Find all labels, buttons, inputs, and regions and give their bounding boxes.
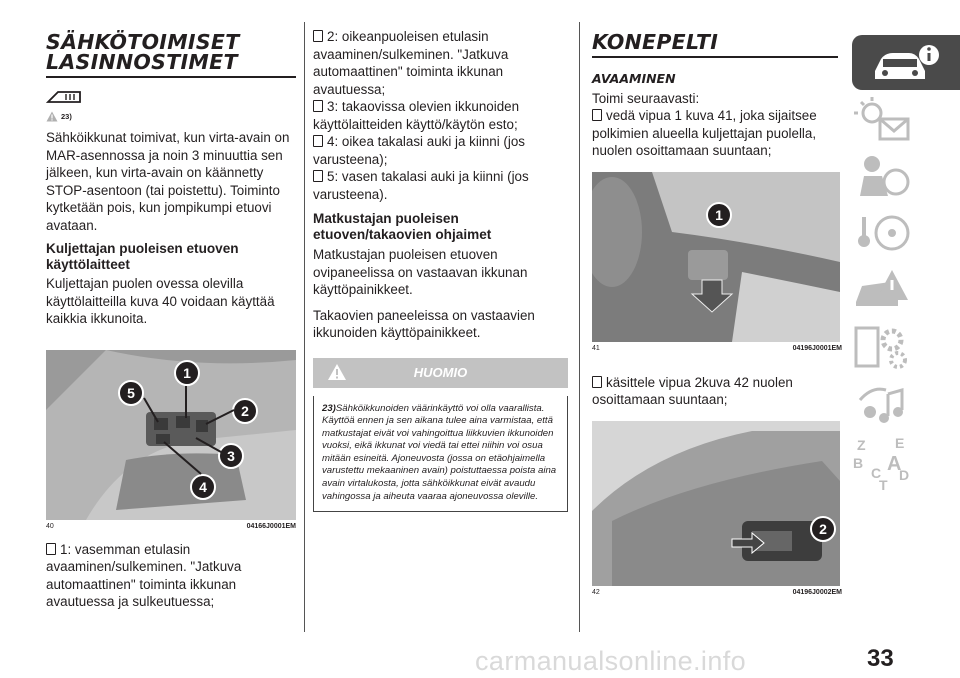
chapter-tab-emergency[interactable] [852,261,912,318]
chapter-tab-car-info[interactable] [852,35,960,90]
bullet-item: 4: oikea takalasi auki ja kiinni (jos varusteena); [313,134,525,167]
bullet-item: 1: vasemman etulasin avaaminen/sulkeminen. "Jatkuva automaattinen" toiminta ikkunan avautuessa ja sulkeutuessa; [46,541,242,609]
column-2 [313,28,568,512]
callout-2: 2 [810,516,836,542]
callout-leaders [46,350,296,520]
callout-2: 2 [232,398,258,424]
column-3 [592,0,842,598]
bullet-marker [313,170,323,182]
callout-5: 5 [118,380,144,406]
heading-rule [592,56,838,58]
car-front-illustration [592,421,840,586]
column-divider [579,22,580,632]
section-heading: KONEPELTI [592,30,719,54]
figure-code: 04196J0001EM [792,344,842,352]
column-divider [304,22,305,632]
hood-lever-illustration [592,172,840,342]
callout-1: 1 [174,360,200,386]
subheading: Matkustajan puoleisen etuoven/takaovien ohjaimet [313,211,492,242]
figure-code: 04166J0001EM [246,522,296,530]
car-info-icon [871,41,941,85]
chapter-index-sidebar [852,35,912,494]
bullet-marker [46,543,56,555]
page-number: 33 [867,645,894,672]
chapter-tab-safety[interactable] [852,147,912,204]
bullet-item: 5: vasen takalasi auki ja kiinni (jos varusteena). [313,169,529,202]
index-letters-icon: Z E B A C D T [853,435,910,493]
bullet-marker [592,376,602,388]
warning-ref: 23) [61,111,72,121]
chapter-tab-index[interactable] [852,432,912,494]
maintenance-gears-icon [852,322,912,372]
multimedia-icon [852,380,912,428]
column-1 [46,0,296,611]
callout-3: 3 [218,443,244,469]
warning-triangle-icon [46,111,58,122]
figure-caption [592,344,842,354]
subheading: Kuljettajan puoleisen etuoven käyttölaitteet [46,241,239,272]
warning-note-body [313,396,568,513]
callout-1: 1 [706,202,732,228]
chapter-tab-multimedia[interactable] [852,375,912,432]
figure-code: 04196J0002EM [792,588,842,596]
figure-40 [46,350,296,520]
figure-number: 40 [46,522,54,530]
heading-rule [46,76,296,78]
section-heading: SÄHKÖTOIMISET LASINNOSTIMET [46,30,240,74]
bullet-marker [313,135,323,147]
watermark: carmanualsonline.info [475,646,747,676]
bullet-item: vedä vipua 1 kuva 41, joka sijaitsee polkimien alueella kuljettajan puolella, nuolen osoittamaan suuntaan; [592,108,817,158]
figure-number: 41 [592,344,600,352]
warning-ref-row [46,109,296,123]
bullet-marker [313,30,323,42]
intro-paragraph: Sähköikkunat toimivat, kun virta-avain on MAR-asennossa ja noin 3 minuuttia sen jälkeen, kun virta-avain on käännetty STOP-asentoon (tai poistettu). Toiminto kytketään pois, kun jompikumpi etuovi avataan. [46,130,290,233]
breakdown-icon [852,266,912,314]
key-steering-icon [852,209,912,257]
bullet-item: 3: takaovissa olevien ikkunoiden käyttölaitteiden käyttö/käytön esto; [313,99,520,132]
airbag-safety-icon [854,152,910,200]
chapter-tab-starting-driving[interactable] [852,204,912,261]
chapter-tab-warning-lights[interactable] [852,90,912,147]
intro-paragraph: Toimi seuraavasti: [592,90,700,106]
bullet-marker [313,100,323,112]
figure-42 [592,421,840,586]
body-paragraph: Kuljettajan puolen ovessa olevilla käyttölaitteilla kuva 40 voidaan käyttää kaikkia ikkunoita. [46,276,275,326]
bullet-item: 2: oikeanpuoleisen etulasin avaaminen/sulkeminen. "Jatkuva automaattinen" toiminta ikkunan avautuessa; [313,29,509,97]
note-ref: 23) [322,402,336,414]
warning-note-title: HUOMIO [413,364,468,380]
bullet-item: käsittele vipua 2kuva 42 nuolen osoittamaan suuntaan; [592,374,793,407]
note-text: Sähköikkunoiden väärinkäyttö voi olla vaarallista. Käyttöä ennen ja sen aikana tulee aina varmistaa, että matkustajat eivät voi vahingoittua liikkuvien ikkunoiden vuoksi, eikä ikkunat voi viedä tai ettei niihin voi osua mitään esineitä. Ajoneuvosta (jossa on etäohjaimella varustettu mekaaninen avain) poistuttaessa poista aina avain virtalukosta, jotta sähköikkunat eivät avaudu vahingossa ja aiheuta vaaraa ajoneuvossa oleville. [322,402,557,502]
body-paragraph: Takaovien paneeleissa on vastaavien ikkunoiden käyttöpainikkeet. [313,307,535,340]
window-icon-row [46,86,296,108]
figure-caption [46,522,296,532]
warning-lights-icon [852,95,912,143]
figure-41 [592,172,840,342]
figure-number: 42 [592,588,600,596]
body-paragraph: Matkustajan puoleisen etuoven ovipaneelissa on vastaavan ikkunan käyttöpainikkeet. [313,247,528,297]
chapter-tab-maintenance[interactable] [852,318,912,375]
callout-4: 4 [190,474,216,500]
subsection-heading: AVAAMINEN [592,70,676,86]
bullet-marker [592,109,602,121]
warning-note-header [313,358,568,388]
power-window-icon [46,86,86,106]
figure-caption [592,588,842,598]
